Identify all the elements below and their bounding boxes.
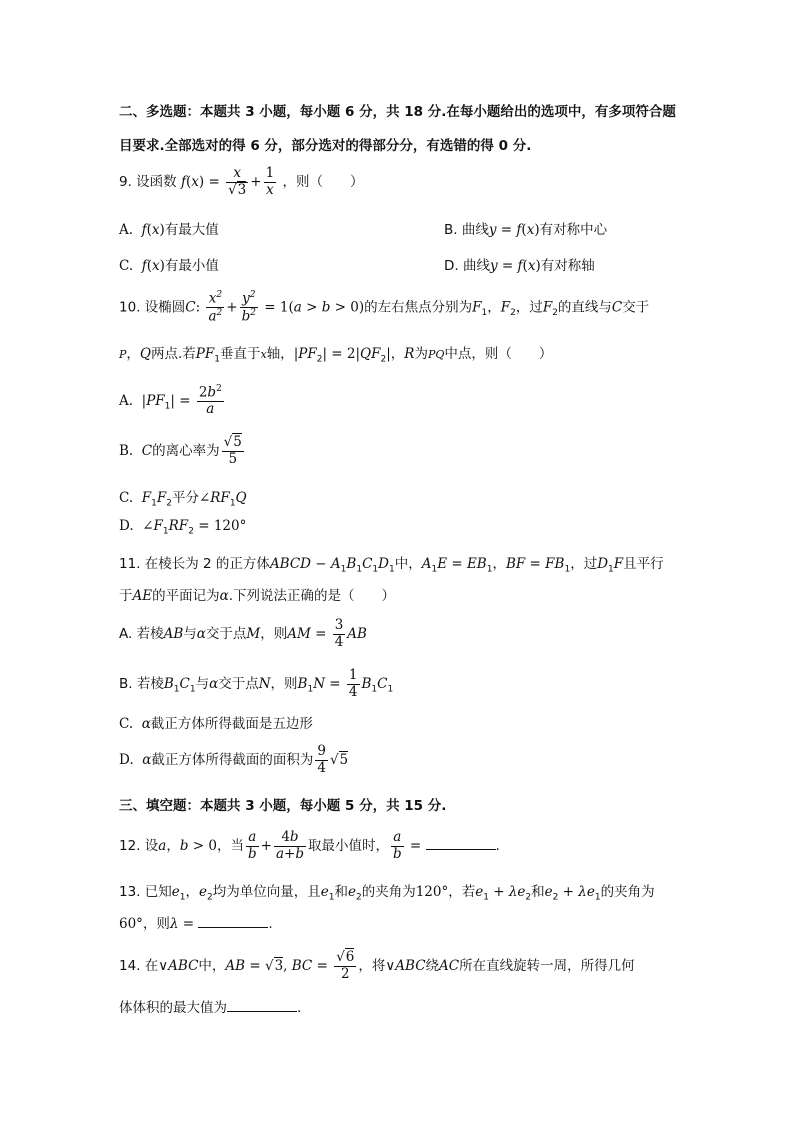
question-10-line2: P，Q两点.若$PF_1$垂直于x轴，$|PF_2| = 2|QF_2|$，R为PQ中点，则（ ） [119, 346, 553, 365]
q10-option-b[interactable]: B. C的离心率为 $\frac{√5}{5}$ [119, 434, 242, 467]
question-14: 14. 在∨ABC中，AB = √3, BC = $\frac{√6}{2}$ ，将∨ABC绕AC所在直线旋转一周，所得几何 [119, 949, 635, 982]
question-13-line2: 60°，则λ = . [119, 916, 273, 932]
question-11: 11. 在棱长为 2 的正方体ABCD − $A_1B_1C_1D_1$中，$A_1E = EB_1$，BF = $FB_1$，过$D_1F$且平行 [119, 556, 664, 575]
q10-option-d[interactable]: D. $\angle F_1RF_2 = 120^\circ$ [119, 518, 247, 537]
q9-option-c[interactable]: C. f(x)有最小值 [119, 258, 219, 274]
answer-blank[interactable] [426, 837, 496, 850]
q9-option-a[interactable]: A. f(x)有最大值 [119, 222, 219, 238]
q11-option-d[interactable]: D. α截正方体所得截面的面积为 $\frac{9}{4}$ √5 [119, 743, 349, 776]
answer-blank[interactable] [227, 999, 297, 1012]
section2-header-line2: 目要求.全部选对的得 6 分，部分选对的得部分分，有选错的得 0 分. [119, 138, 532, 154]
q10-option-c[interactable]: C. $F_1F_2$平分$\angle RF_1Q$ [119, 490, 247, 509]
q10-option-a[interactable]: A. $|PF_1|$ = $\frac{2b^2}{a}$ [119, 384, 222, 418]
question-13: 13. 已知$e_1$，$e_2$均为单位向量，且$e_1$和$e_2$的夹角为120°，若$e_1 + \lambda e_2$和$e_2 + \lambda e_1$的夹角为 [119, 884, 655, 903]
q11-option-b[interactable]: B. 若棱$B_1C_1$与α交于点N，则$B_1N$ = $\frac{1}{4}$ $B_1C_1$ [119, 667, 394, 700]
q11-option-c[interactable]: C. α截正方体所得截面是五边形 [119, 716, 313, 732]
fraction: $\frac{1}{x}$ [265, 165, 275, 198]
question-14-line2: 体体积的最大值为 . [119, 1000, 302, 1016]
answer-blank[interactable] [198, 915, 268, 928]
q11-option-a[interactable]: A. 若棱AB与α交于点M，则AM = $\frac{3}{4}$ AB [119, 617, 367, 650]
q9-option-d[interactable]: D. 曲线y = f(x)有对称轴 [444, 258, 595, 274]
section2-header-line1: 二、多选题：本题共 3 小题，每小题 6 分，共 18 分.在每小题给出的选项中，有多项符合题 [119, 104, 676, 120]
question-12: 12. 设a，b > 0，当 $\frac{a}{b}$ + $\frac{4b}{a+b}$ 取最小值时， $\frac{a}{b}$ = . [119, 829, 500, 862]
fraction: $\frac{x}{√3}$ [228, 165, 247, 198]
question-10: 10. 设椭圆C: $\frac{x^2}{a^2}$ + $\frac{y^2}{b^2}$ = 1(a > b > 0)的左右焦点分别为$F_1$，$F_2$，过$F_2$的直线与C交于 [119, 290, 650, 325]
section3-header: 三、填空题：本题共 3 小题，每小题 5 分，共 15 分. [119, 798, 447, 814]
question-9: 9. 设函数 f(x) = $\frac{x}{√3}$ + $\frac{1}{x}$ ，则（ ） [119, 165, 364, 198]
q9-option-b[interactable]: B. 曲线y = f(x)有对称中心 [444, 222, 608, 238]
question-11-line2: 于AE的平面记为α.下列说法正确的是（ ） [119, 588, 396, 604]
